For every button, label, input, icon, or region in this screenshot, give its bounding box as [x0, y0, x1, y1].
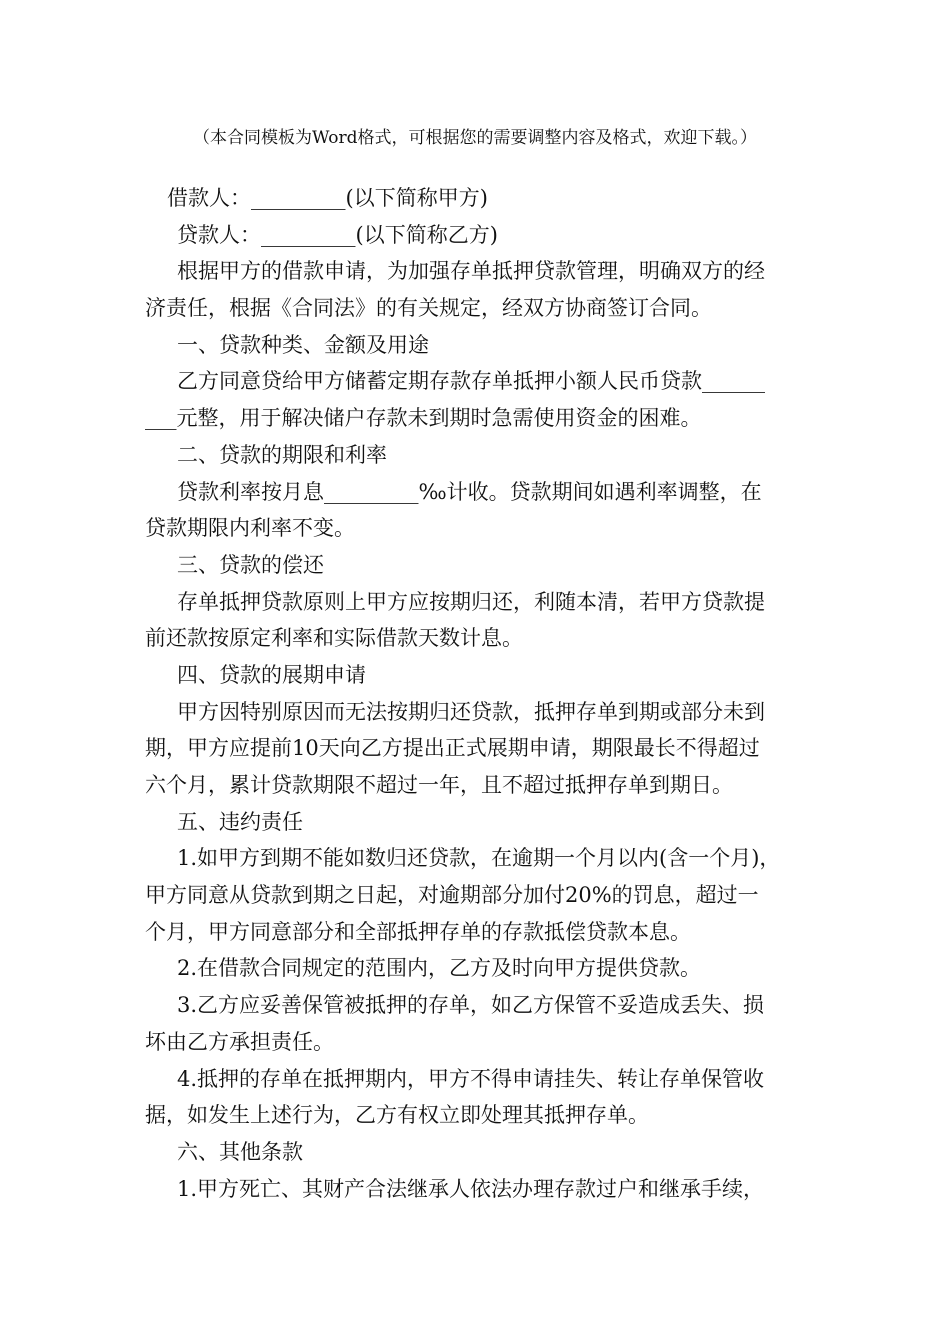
paragraph-line: 1.如甲方到期不能如数归还贷款，在逾期一个月以内(含一个月)， [177, 846, 781, 871]
paragraph-line: 存单抵押贷款原则上甲方应按期归还，利随本清，若甲方贷款提 [177, 589, 765, 614]
section-heading: 四、贷款的展期申请 [177, 662, 366, 687]
section-heading: 三、贷款的偿还 [177, 552, 324, 577]
paragraph-line: 甲方因特别原因而无法按期归还贷款，抵押存单到期或部分未到 [177, 699, 765, 724]
paragraph-line: 前还款按原定利率和实际借款天数计息。 [145, 626, 523, 651]
section-heading: 六、其他条款 [177, 1139, 303, 1164]
paragraph-line: 乙方同意贷给甲方储蓄定期存款存单抵押小额人民币贷款______ [177, 369, 765, 394]
paragraph-line: 1.甲方死亡、其财产合法继承人依法办理存款过户和继承手续， [177, 1176, 765, 1201]
template-note: （本合同模板为Word格式，可根据您的需要调整内容及格式，欢迎下载。） [192, 128, 758, 148]
paragraph-line: 甲方同意从贷款到期之日起，对逾期部分加付20%的罚息，超过一 [145, 883, 759, 908]
contract-body [145, 180, 815, 1207]
paragraph-line: 六个月，累计贷款期限不超过一年，且不超过抵押存单到期日。 [145, 773, 733, 797]
section-heading: 二、贷款的期限和利率 [177, 442, 387, 467]
section-heading: 五、违约责任 [177, 809, 303, 834]
paragraph-line: 3.乙方应妥善保管被抵押的存单，如乙方保管不妥造成丢失、损 [177, 993, 765, 1018]
paragraph-line: 据，如发生上述行为，乙方有权立即处理其抵押存单。 [145, 1103, 649, 1128]
section-heading: 一、贷款种类、金额及用途 [177, 332, 429, 357]
paragraph-line: 贷款期限内利率不变。 [145, 516, 355, 541]
paragraph-line: 坏由乙方承担责任。 [145, 1029, 334, 1054]
paragraph-line: 个月，甲方同意部分和全部抵押存单的存款抵偿贷款本息。 [145, 919, 691, 944]
lender-line: 贷款人：_________(以下简称乙方) [177, 222, 498, 247]
paragraph-line: 济责任，根据《合同法》的有关规定，经双方协商签订合同。 [145, 296, 712, 321]
paragraph-line: 2.在借款合同规定的范围内，乙方及时向甲方提供贷款。 [177, 956, 702, 981]
paragraph-line: 期，甲方应提前10天向乙方提出正式展期申请，期限最长不得超过 [145, 736, 760, 761]
paragraph-line: 贷款利率按月息_________‰计收。贷款期间如遇利率调整，在 [177, 479, 762, 504]
paragraph-line: 4.抵押的存单在抵押期内，甲方不得申请挂失、转让存单保管收 [177, 1066, 765, 1091]
paragraph-line: 根据甲方的借款申请，为加强存单抵押贷款管理，明确双方的经 [177, 259, 765, 284]
paragraph-line: ___元整，用于解决储户存款未到期时急需使用资金的困难。 [145, 406, 702, 431]
borrower-line: 借款人：_________(以下简称甲方) [167, 186, 488, 210]
